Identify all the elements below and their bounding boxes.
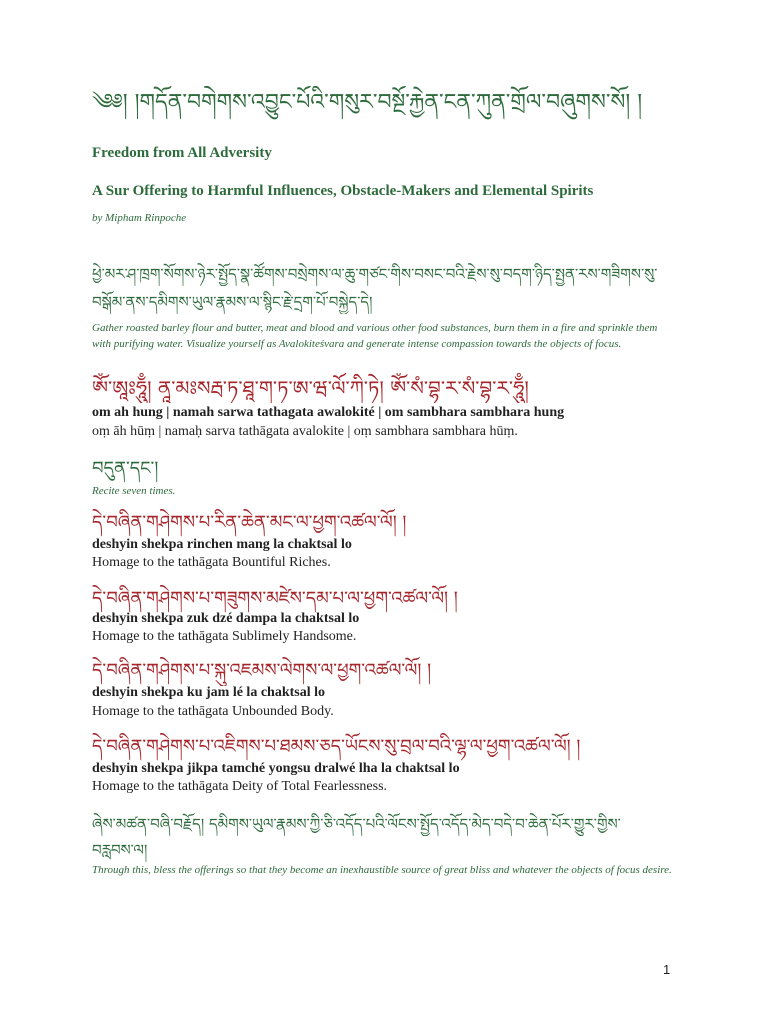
homage-1-translation: Homage to the tathāgata Bountiful Riches. (92, 555, 331, 570)
author-line: by Mipham Rinpoche (92, 212, 187, 224)
homage-1-tibetan: དེ་བཞིན་གཤེགས་པ་རིན་ཆེན་མང་ལ་ཕྱག་འཚལ་ལོ། ། (92, 512, 407, 533)
mantra-phonetic: om ah hung | namah sarwa tathagata awalokité | om sambhara sambhara hung (92, 405, 565, 420)
seven-times-instruction: Recite seven times. (92, 485, 176, 497)
mantra-transliteration: oṃ āh hūṃ | namaḥ sarva tathāgata avalokite | oṃ sambhara sambhara hūṃ. (92, 424, 518, 439)
homage-3-translation: Homage to the tathāgata Unbounded Body. (92, 704, 334, 719)
homage-3-tibetan: དེ་བཞིན་གཤེགས་པ་སྐུ་འཇམས་ལེགས་ལ་ཕྱག་འཚལ་ལོ། ། (92, 660, 432, 681)
tibetan-title: ༄༅། །གདོན་བགེགས་འབྱུང་པོའི་གསུར་བསྔོ་རྐྱེན་ངན་ཀུན་གྲོལ་བཞུགས་སོ། ། (92, 90, 643, 115)
homage-2-phonetic: deshyin shekpa zuk dzé dampa la chaktsal lo (92, 611, 360, 626)
closing-instruction: Through this, bless the offerings so that they become an inexhaustible source of great bliss and whatever the objects of focus desire. (92, 864, 672, 876)
closing-tibetan-line-1: ཞེས་མཚན་བཞི་བརྗོད། དམིགས་ཡུལ་རྣམས་ཀྱི་ཅི་འདོད་པའི་ལོངས་སྤྱོད་འདོད་མེད་བདེ་བ་ཆེན་པོར་གྱུར་གྱིས་ (92, 815, 621, 833)
seven-times-tibetan: བདུན་དང་། (92, 458, 159, 479)
page-number: 1 (663, 962, 671, 977)
english-title: Freedom from All Adversity (92, 145, 272, 161)
mantra-tibetan: ཨོཾ་ཨཱཿཧཱུྃ། ནཱ་མཿསརྦ་ཏ་ཐཱ་ག་ཏ་ཨ་ཝ་ལོ་ཀི་ཏེ། ཨོཾ་སཾ་བྷ་ར་སཾ་བྷ་ར་ཧཱུྃ། (92, 376, 529, 400)
homage-1-phonetic: deshyin shekpa rinchen mang la chaktsal lo (92, 537, 352, 552)
intro-tibetan-line-2: བསྒོམ་ནས་དམིགས་ཡུལ་རྣམས་ལ་སྙིང་རྗེ་དྲག་པོ་བསྐྱེད་དེ། (92, 293, 373, 311)
homage-4-tibetan: དེ་བཞིན་གཤེགས་པ་འཇིགས་པ་ཐམས་ཅད་ཡོངས་སུ་བྲལ་བའི་ལྷ་ལ་ཕྱག་འཚལ་ལོ། ། (92, 736, 581, 757)
homage-3-phonetic: deshyin shekpa ku jam lé la chaktsal lo (92, 685, 325, 700)
homage-2-translation: Homage to the tathāgata Sublimely Handsome. (92, 629, 357, 644)
subtitle: A Sur Offering to Harmful Influences, Obstacle-Makers and Elemental Spirits (92, 183, 594, 199)
homage-2-tibetan: དེ་བཞིན་གཤེགས་པ་གཟུགས་མཛེས་དམ་པ་ལ་ཕྱག་འཚལ་ལོ། ། (92, 588, 458, 609)
closing-tibetan-line-2: བརླབས་ལ། (92, 841, 148, 859)
intro-tibetan-line-1: ཕྱེ་མར་ཤ་ཁྲག་སོགས་ཉེར་སྤྱོད་སྣ་ཚོགས་བསྲེགས་ལ་ཆུ་གཙང་གིས་བསང་བའི་རྗེས་སུ་བདག་ཉིད་སྤྱན་རས་གཟིགས་སུ་ (92, 265, 658, 283)
intro-instruction: Gather roasted barley flour and butter, meat and blood and various other food substances, burn them in a fire and sprinkle them with purifying water. Visualize yourself as Avalokiteśvara and generate intense compassion towards the objects of focus. (92, 322, 658, 350)
homage-4-phonetic: deshyin shekpa jikpa tamché yongsu dralwé lha la chaktsal lo (92, 761, 460, 776)
homage-4-translation: Homage to the tathāgata Deity of Total Fearlessness. (92, 779, 388, 794)
